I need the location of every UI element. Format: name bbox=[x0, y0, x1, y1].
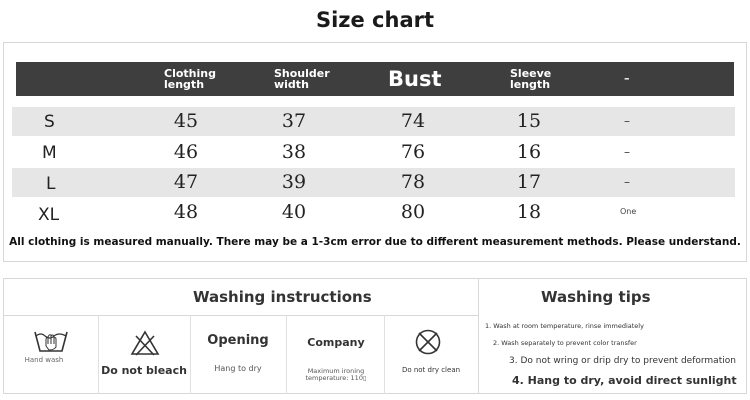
header-extra: – bbox=[624, 72, 630, 85]
company-heading: Company bbox=[307, 336, 365, 349]
column-divider bbox=[98, 315, 99, 394]
ironing-label: Maximum ironing temperature: 110▯ bbox=[305, 367, 367, 382]
header-text: Sleeve bbox=[510, 67, 552, 80]
no-dry-clean-icon bbox=[414, 328, 442, 356]
shoulder-width-cell: 39 bbox=[281, 171, 307, 193]
bust-cell: 74 bbox=[400, 110, 426, 132]
no-bleach-icon bbox=[130, 330, 160, 356]
header-text: width bbox=[274, 78, 309, 91]
tip-item: 1. Wash at room temperature, rinse immediately bbox=[485, 322, 644, 330]
header-shoulder-width bbox=[274, 68, 330, 90]
sleeve-length-cell: 18 bbox=[516, 201, 542, 223]
size-table-header bbox=[16, 62, 734, 96]
hand-wash-label: Hand wash bbox=[24, 356, 64, 364]
hand-wash-icon bbox=[32, 326, 70, 354]
column-divider bbox=[286, 315, 287, 394]
tip-item: 2. Wash separately to prevent color transfer bbox=[493, 339, 637, 347]
no-dry-clean-label: Do not dry clean bbox=[401, 366, 461, 374]
header-clothing-length bbox=[164, 68, 216, 90]
washing-instructions-title: Washing instructions bbox=[193, 288, 372, 306]
shoulder-width-cell: 37 bbox=[281, 110, 307, 132]
bust-cell: 78 bbox=[400, 171, 426, 193]
clothing-length-cell: 48 bbox=[173, 201, 199, 223]
bust-cell: 76 bbox=[400, 141, 426, 163]
size-label: M bbox=[42, 143, 57, 163]
header-text: Clothing bbox=[164, 67, 216, 80]
sleeve-length-cell: 16 bbox=[516, 141, 542, 163]
section-divider bbox=[478, 278, 479, 394]
header-sleeve-length bbox=[510, 68, 551, 90]
washing-tips-title: Washing tips bbox=[541, 288, 651, 306]
measurement-note: All clothing is measured manually. There may be a 1-3cm error due to different measurement methods. Please understand. bbox=[9, 236, 741, 248]
extra-cell: – bbox=[624, 114, 630, 128]
size-label: S bbox=[44, 112, 55, 132]
tip-item: 4. Hang to dry, avoid direct sunlight bbox=[512, 374, 737, 387]
no-bleach-label: Do not bleach bbox=[101, 364, 187, 377]
instructions-divider bbox=[3, 315, 478, 316]
page-title: Size chart bbox=[315, 8, 435, 32]
header-bust: Bust bbox=[388, 67, 442, 91]
column-divider bbox=[384, 315, 385, 394]
header-text: Shoulder bbox=[274, 67, 330, 80]
header-text: length bbox=[510, 78, 551, 91]
shoulder-width-cell: 40 bbox=[281, 201, 307, 223]
clothing-length-cell: 45 bbox=[173, 110, 199, 132]
extra-cell: – bbox=[624, 175, 630, 189]
clothing-length-cell: 47 bbox=[173, 171, 199, 193]
extra-cell: – bbox=[624, 145, 630, 159]
size-label: XL bbox=[38, 205, 60, 225]
bust-cell: 80 bbox=[400, 201, 426, 223]
extra-cell: One bbox=[620, 207, 637, 216]
hang-to-dry-label: Hang to dry bbox=[214, 364, 262, 373]
column-divider bbox=[190, 315, 191, 394]
opening-heading: Opening bbox=[207, 333, 269, 348]
tip-item: 3. Do not wring or drip dry to prevent deformation bbox=[509, 356, 736, 366]
sleeve-length-cell: 17 bbox=[516, 171, 542, 193]
shoulder-width-cell: 38 bbox=[281, 141, 307, 163]
header-text: length bbox=[164, 78, 205, 91]
sleeve-length-cell: 15 bbox=[516, 110, 542, 132]
size-label: L bbox=[46, 174, 56, 194]
clothing-length-cell: 46 bbox=[173, 141, 199, 163]
